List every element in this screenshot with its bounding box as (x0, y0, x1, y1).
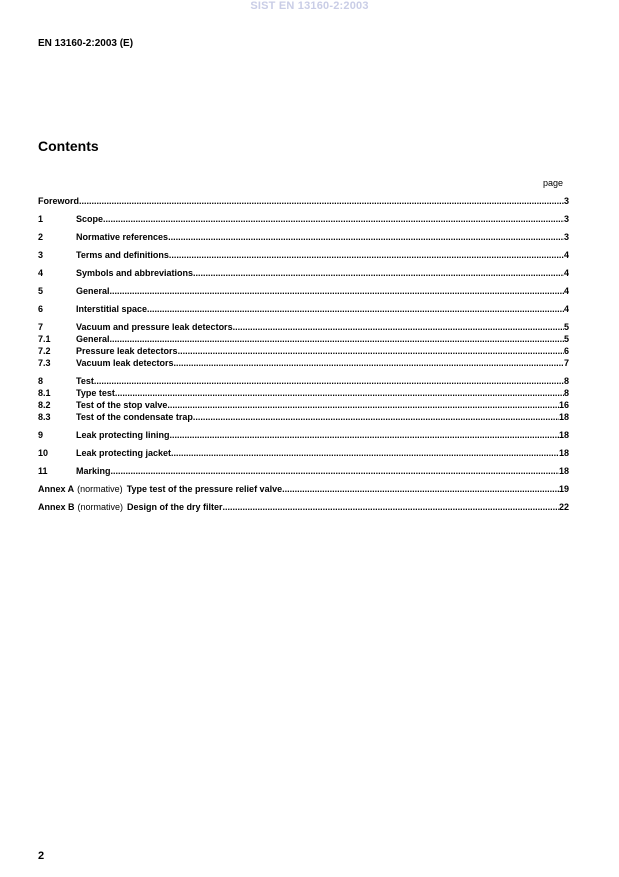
toc-page: 18 (558, 448, 569, 458)
toc-page: 3 (563, 214, 569, 224)
toc-entry-symbols-and-abbreviations[interactable] (38, 267, 569, 279)
annex-type: (normative) (77, 484, 123, 494)
toc-number: 1 (38, 214, 44, 224)
toc-entry-7-2-pressure-leak-detectors[interactable] (38, 345, 569, 357)
toc-entry-8-1-type-test[interactable] (38, 387, 569, 399)
toc-page: 19 (558, 484, 569, 494)
toc-leader (282, 483, 559, 495)
toc-title: Type test (76, 388, 115, 398)
toc-leader (233, 321, 564, 333)
toc-entry-annex-a[interactable] (38, 483, 569, 495)
toc-number: 11 (38, 466, 48, 476)
table-of-contents (38, 195, 569, 513)
toc-number: 7.3 (38, 358, 51, 368)
toc-entry-normative-references[interactable] (38, 231, 569, 243)
toc-number: 2 (38, 232, 44, 242)
toc-number: 7.1 (38, 334, 51, 344)
toc-title: Terms and definitions (76, 250, 169, 260)
toc-number: 7 (38, 322, 44, 332)
annex-title: Type test of the pressure relief valve (126, 484, 283, 494)
toc-number: 8.2 (38, 400, 51, 410)
toc-title: Marking (76, 466, 111, 476)
toc-entry-test[interactable] (38, 375, 569, 387)
toc-title: Scope (76, 214, 104, 224)
annex-label: Annex B (38, 502, 75, 512)
page-number: 2 (38, 850, 45, 862)
toc-leader (111, 465, 559, 477)
toc-entry-7-3-vacuum-leak-detectors[interactable] (38, 357, 569, 369)
toc-leader (170, 429, 559, 441)
toc-entry-annex-b[interactable] (38, 501, 569, 513)
toc-number: 10 (38, 448, 49, 458)
toc-title: Interstitial space (76, 304, 148, 314)
page-column-label: page (543, 178, 564, 188)
toc-leader (174, 357, 564, 369)
toc-title: Foreword (38, 196, 80, 206)
toc-title: Leak protecting jacket (76, 448, 172, 458)
toc-entry-terms-and-definitions[interactable] (38, 249, 569, 261)
annex-title: Design of the dry filter (127, 502, 223, 512)
toc-page: 7 (563, 358, 569, 368)
toc-page: 5 (563, 334, 569, 344)
toc-leader (168, 231, 564, 243)
toc-number: 9 (38, 430, 44, 440)
toc-leader (110, 333, 564, 345)
toc-leader (110, 285, 564, 297)
toc-title: Vacuum and pressure leak detectors (76, 322, 233, 332)
toc-page: 18 (558, 412, 569, 422)
toc-page: 16 (558, 400, 569, 410)
toc-entry-interstitial-space[interactable] (38, 303, 569, 315)
toc-number: 5 (38, 286, 44, 296)
toc-number: 7.2 (38, 346, 51, 356)
toc-page: 8 (563, 376, 569, 386)
toc-entry-8-2-stop-valve[interactable] (38, 399, 569, 411)
toc-number: 3 (38, 250, 44, 260)
annex-label: Annex A (38, 484, 75, 494)
toc-number: 4 (38, 268, 44, 278)
toc-title: General (76, 286, 110, 296)
toc-page: 8 (563, 388, 569, 398)
toc-entry-leak-detectors[interactable] (38, 321, 569, 333)
toc-entry-7-1-general[interactable] (38, 333, 569, 345)
toc-page: 3 (563, 196, 569, 206)
annex-type: (normative) (77, 502, 124, 512)
toc-leader (94, 375, 564, 387)
toc-number: 8.3 (38, 412, 51, 422)
toc-page: 4 (563, 286, 569, 296)
watermark: SIST EN 13160-2:2003 (250, 0, 369, 12)
toc-leader (169, 249, 564, 261)
toc-leader (147, 303, 564, 315)
document-id: EN 13160-2:2003 (E) (38, 38, 134, 49)
toc-page: 18 (558, 466, 569, 476)
toc-title: Test (76, 376, 94, 386)
toc-entry-leak-protecting-jacket[interactable] (38, 447, 569, 459)
toc-page: 5 (563, 322, 569, 332)
toc-title: Test of the stop valve (76, 400, 168, 410)
toc-title: Vacuum leak detectors (76, 358, 174, 368)
toc-leader (79, 195, 564, 207)
toc-leader (178, 345, 564, 357)
toc-number: 6 (38, 304, 44, 314)
toc-title: Test of the condensate trap (76, 412, 193, 422)
toc-entry-8-3-condensate-trap[interactable] (38, 411, 569, 423)
toc-entry-marking[interactable] (38, 465, 569, 477)
toc-leader (167, 399, 559, 411)
toc-page: 18 (558, 430, 569, 440)
toc-leader (171, 447, 559, 459)
toc-title: Pressure leak detectors (76, 346, 178, 356)
toc-leader (193, 411, 559, 423)
toc-title: Leak protecting lining (76, 430, 170, 440)
toc-number: 8 (38, 376, 44, 386)
toc-page: 3 (563, 232, 569, 242)
toc-title: General (76, 334, 110, 344)
toc-page: 6 (563, 346, 569, 356)
toc-entry-leak-protecting-lining[interactable] (38, 429, 569, 441)
contents-heading: Contents (38, 138, 99, 154)
toc-page: 4 (563, 304, 569, 314)
toc-leader (115, 387, 564, 399)
toc-page: 4 (563, 250, 569, 260)
toc-title: Symbols and abbreviations (76, 268, 194, 278)
toc-leader (193, 267, 564, 279)
toc-page: 4 (563, 268, 569, 278)
toc-leader (223, 501, 559, 513)
toc-title: Normative references (76, 232, 169, 242)
toc-entry-general[interactable] (38, 285, 569, 297)
toc-leader (103, 213, 564, 225)
toc-page: 22 (558, 502, 569, 512)
toc-entry-foreword[interactable] (38, 195, 569, 207)
toc-number: 8.1 (38, 388, 51, 398)
toc-entry-scope[interactable] (38, 213, 569, 225)
